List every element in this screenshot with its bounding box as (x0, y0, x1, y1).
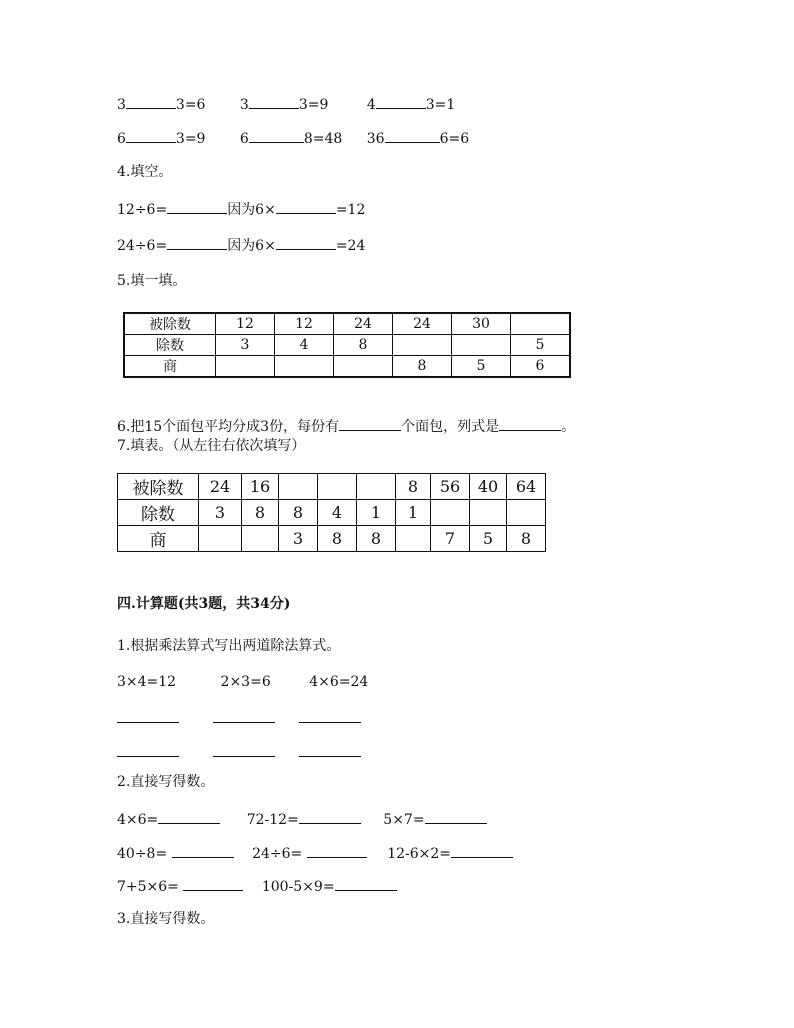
table-cell[interactable]: 5 (511, 335, 571, 356)
table-cell[interactable]: 30 (452, 313, 511, 335)
table-cell[interactable]: 8 (396, 474, 431, 500)
reason: 因为6× (227, 202, 276, 218)
expr: 5×7= (383, 812, 425, 828)
fill-item (117, 94, 205, 114)
table-cell[interactable]: 16 (242, 474, 279, 500)
operand: 6 (239, 131, 249, 147)
table-row (118, 474, 546, 500)
result: 3=6 (175, 97, 206, 113)
c1-exprs (117, 673, 368, 691)
fill-item (240, 94, 328, 114)
table-cell[interactable]: 5 (452, 356, 511, 378)
operand: 3 (239, 97, 249, 113)
table-cell[interactable]: 24 (393, 313, 452, 335)
expr: 4×6= (117, 812, 159, 828)
table-cell[interactable] (396, 526, 431, 552)
blank[interactable] (425, 809, 487, 824)
result: 3=1 (425, 97, 456, 113)
table-row (118, 526, 546, 552)
table-cell[interactable] (242, 526, 279, 552)
c2-line-3 (117, 876, 397, 896)
c2-title: 2.直接写得数。 (117, 774, 215, 790)
table-cell[interactable] (279, 474, 318, 500)
table-row (118, 500, 546, 526)
operand: 3 (117, 97, 126, 113)
table-cell[interactable]: 8 (279, 500, 318, 526)
table-row (124, 335, 570, 356)
section-title: 四.计算题(共3题，共34分) (117, 596, 291, 612)
result: =12 (335, 202, 366, 218)
table-cell[interactable]: 1 (396, 500, 431, 526)
table-cell: 除数 (124, 335, 216, 356)
fill-item (367, 128, 469, 148)
table-cell[interactable]: 24 (334, 313, 393, 335)
c1-blanks-1 (117, 708, 361, 728)
expr: 2×3=6 (220, 674, 271, 690)
q4-title: 4.填空。 (117, 164, 173, 180)
table-cell[interactable]: 6 (511, 356, 571, 378)
c1-blanks-2 (117, 742, 361, 762)
blank[interactable] (276, 235, 336, 250)
q7-title: 7.填表。（从左往右依次填写） (117, 438, 306, 454)
table-cell: 商 (124, 356, 216, 378)
expr: 3×4=12 (117, 674, 177, 690)
table-cell[interactable]: 5 (470, 526, 507, 552)
table-cell[interactable] (507, 500, 546, 526)
blank[interactable] (299, 742, 361, 757)
blank[interactable] (183, 876, 243, 891)
expr: 7+5×6= (117, 879, 179, 895)
blank[interactable] (213, 708, 275, 723)
q6-text: 。 (561, 419, 576, 435)
blank[interactable] (126, 128, 176, 143)
q6-text: 个面包，列式是 (401, 419, 500, 435)
c2-line-1 (117, 809, 487, 829)
result: =24 (335, 238, 366, 254)
table-cell[interactable]: 24 (199, 474, 242, 500)
expr: 100-5×9= (261, 879, 335, 895)
table-cell[interactable]: 12 (275, 313, 334, 335)
table-cell[interactable]: 1 (357, 500, 396, 526)
result: 8=48 (303, 131, 343, 147)
result: 3=9 (175, 131, 206, 147)
table-cell[interactable]: 8 (393, 356, 452, 378)
blank[interactable] (249, 128, 304, 143)
table-row (124, 356, 570, 378)
table-cell[interactable] (199, 526, 242, 552)
table-cell[interactable]: 7 (431, 526, 470, 552)
q4-line-2 (117, 235, 365, 255)
blank[interactable] (299, 809, 361, 824)
expr: 40÷8= (117, 846, 168, 862)
c1-title: 1.根据乘法算式写出两道除法算式。 (117, 638, 341, 654)
c2-line-2 (117, 843, 513, 863)
c3-title: 3.直接写得数。 (117, 911, 215, 927)
table-cell[interactable] (334, 356, 393, 378)
table-cell[interactable] (357, 474, 396, 500)
table-cell[interactable]: 40 (470, 474, 507, 500)
blank[interactable] (499, 416, 561, 431)
q6-text: 6.把15个面包平均分成3份，每份有 (117, 419, 340, 435)
table-cell[interactable]: 4 (275, 335, 334, 356)
result: 3=9 (298, 97, 329, 113)
expr: 12-6×2= (387, 846, 452, 862)
fill-item (117, 128, 205, 148)
table-cell[interactable]: 4 (318, 500, 357, 526)
blank[interactable] (167, 199, 227, 214)
table-cell[interactable]: 8 (334, 335, 393, 356)
operand: 6 (117, 131, 126, 147)
blank[interactable] (117, 708, 179, 723)
operand: 4 (366, 97, 376, 113)
q4-line-1 (117, 199, 365, 219)
table-cell[interactable]: 8 (318, 526, 357, 552)
blank[interactable] (172, 843, 234, 858)
blank[interactable] (167, 235, 227, 250)
table-cell[interactable]: 3 (279, 526, 318, 552)
table-cell[interactable] (452, 335, 511, 356)
table-cell[interactable]: 8 (357, 526, 396, 552)
table-cell[interactable] (318, 474, 357, 500)
table-cell[interactable] (275, 356, 334, 378)
q5-title: 5.填一填。 (117, 273, 187, 289)
blank[interactable] (276, 199, 336, 214)
table-cell[interactable]: 3 (216, 335, 275, 356)
fill-item (367, 94, 455, 114)
table-cell[interactable]: 12 (216, 313, 275, 335)
expr: 24÷6= (117, 238, 168, 254)
table-cell[interactable]: 56 (431, 474, 470, 500)
expr: 72-12= (246, 812, 299, 828)
blank[interactable] (126, 94, 176, 109)
table-cell[interactable] (216, 356, 275, 378)
blank[interactable] (249, 94, 299, 109)
table-cell[interactable]: 64 (507, 474, 546, 500)
q6-line (117, 416, 575, 436)
blank[interactable] (339, 416, 401, 431)
blank[interactable] (299, 708, 361, 723)
operand: 36 (366, 131, 385, 147)
blank[interactable] (376, 94, 426, 109)
blank[interactable] (335, 876, 397, 891)
fill-row-2 (117, 128, 469, 148)
table-cell: 除数 (118, 500, 199, 526)
blank[interactable] (385, 128, 440, 143)
table-cell[interactable] (511, 313, 571, 335)
table-cell[interactable]: 8 (242, 500, 279, 526)
fill-item (240, 128, 342, 148)
blank[interactable] (451, 843, 513, 858)
table-cell[interactable] (431, 500, 470, 526)
table-cell: 商 (118, 526, 199, 552)
expr: 12÷6= (117, 202, 168, 218)
q5-table (123, 312, 571, 378)
blank[interactable] (117, 742, 179, 757)
reason: 因为6× (227, 238, 276, 254)
table-cell[interactable]: 3 (199, 500, 242, 526)
blank[interactable] (213, 742, 275, 757)
table-row (124, 313, 570, 335)
table-cell: 被除数 (124, 313, 216, 335)
table-cell[interactable] (393, 335, 452, 356)
result: 6=6 (439, 131, 470, 147)
blank[interactable] (158, 809, 220, 824)
table-cell[interactable] (470, 500, 507, 526)
fill-row-1 (117, 94, 455, 114)
table-cell[interactable]: 8 (507, 526, 546, 552)
expr: 24÷6= (252, 846, 303, 862)
table-cell: 被除数 (118, 474, 199, 500)
blank[interactable] (307, 843, 367, 858)
expr: 4×6=24 (309, 674, 369, 690)
q7-table (117, 473, 546, 552)
